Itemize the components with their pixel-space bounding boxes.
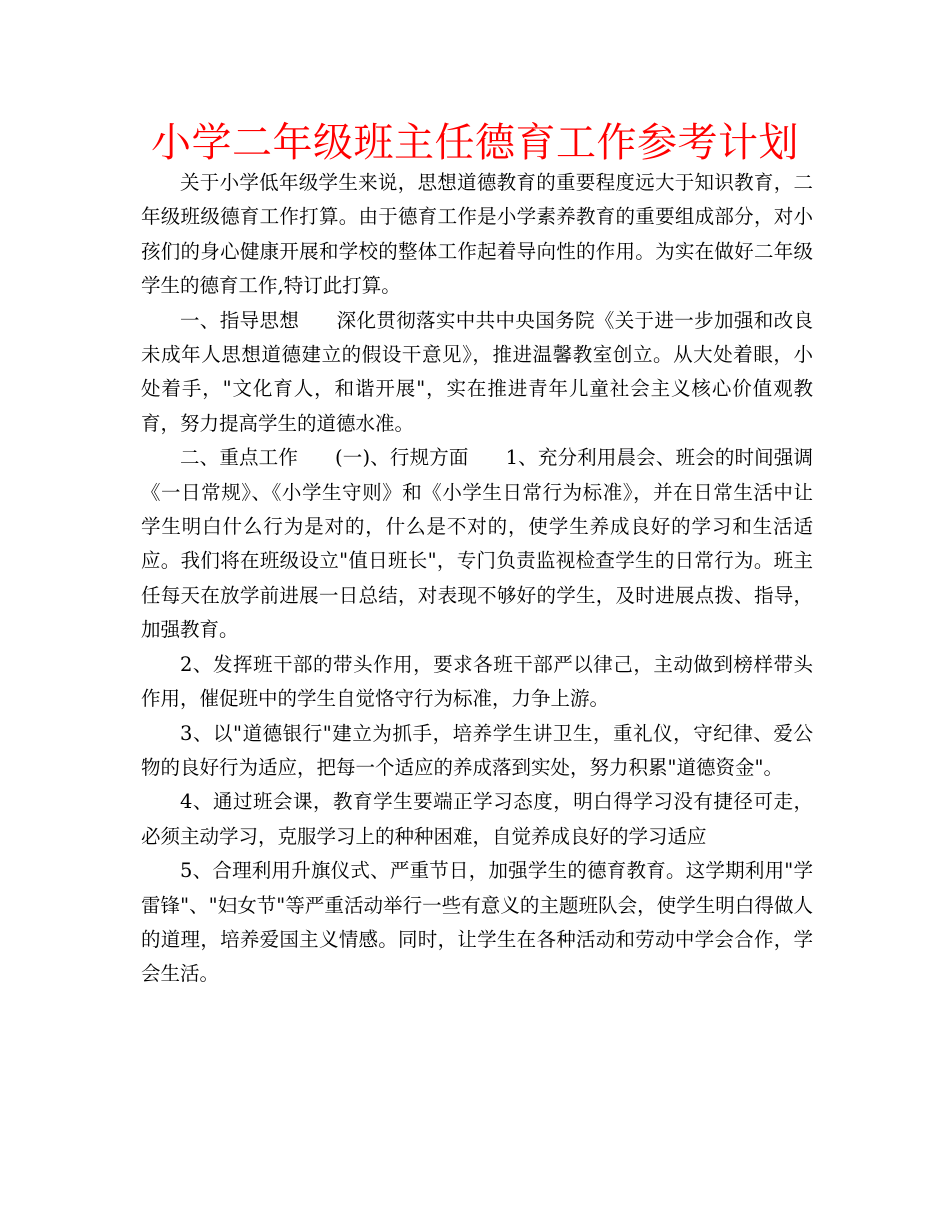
paragraph-text: 3、以"道德银行"建立为抓手，培养学生讲卫生，重礼仪，守纪律、爱公物的良好行为适应，把每一个适应的养成落到实处，努力积累"道德资金"。 xyxy=(141,721,813,779)
paragraph-intro xyxy=(141,166,813,304)
document-title: 小学二年级班主任德育工作参考计划 xyxy=(151,120,799,166)
paragraph-text: 1、充分利用晨会、班会的时间强调《一日常规》、《小学生守则》和《小学生日常行为标准》，并在日常生活中让学生明白什么行为是对的，什么是不对的，使学生养成良好的学习和生活适应。我们将在班级设立"值日班长"，专门负责监视检查学生的日常行为。班主任每天在放学前进展一日总结，对表现不够好的学生，及时进展点拨、指导，加强教育。 xyxy=(141,446,813,642)
section-heading: 二、重点工作 xyxy=(180,446,298,470)
paragraph-key-work xyxy=(141,441,813,647)
document-body xyxy=(141,166,813,992)
section-heading: 一、指导思想 xyxy=(180,308,300,332)
paragraph-text: 2、发挥班干部的带头作用，要求各班干部严以律己，主动做到榜样带头作用，催促班中的学生自觉恪守行为标准，力争上游。 xyxy=(141,652,813,711)
paragraph-text: 深化贯彻落实中共中央国务院《关于进一步加强和改良未成年人思想道德建立的假设干意见》，推进温馨教室创立。从大处着眼，小处着手，"文化育人，和谐开展"，实在推进青年儿童社会主义核心价值观教育，努力提高学生的道德水准。 xyxy=(141,308,813,435)
subsection-heading: (一)、行规方面 xyxy=(335,446,469,470)
paragraph-item-2 xyxy=(141,648,813,717)
paragraph-guiding-ideology xyxy=(141,304,813,442)
paragraph-item-4 xyxy=(141,785,813,854)
paragraph-text: 关于小学低年级学生来说，思想道德教育的重要程度远大于知识教育，二年级班级德育工作打算。由于德育工作是小学素养教育的重要组成部分，对小孩们的身心健康开展和学校的整体工作起着导向性的作用。为实在做好二年级学生的德育工作,特订此打算。 xyxy=(141,171,813,298)
paragraph-item-3 xyxy=(141,717,813,786)
paragraph-text: 4、通过班会课，教育学生要端正学习态度，明白得学习没有捷径可走，必须主动学习，克服学习上的种种困难，自觉养成良好的学习适应 xyxy=(141,790,813,848)
paragraph-text: 5、合理利用升旗仪式、严重节日，加强学生的德育教育。这学期利用"学雷锋"、"妇女节"等严重活动举行一些有意义的主题班队会，使学生明白得做人的道理，培养爱国主义情感。同时，让学生在各种活动和劳动中学会合作，学会生活。 xyxy=(141,859,813,986)
paragraph-item-5 xyxy=(141,854,813,992)
